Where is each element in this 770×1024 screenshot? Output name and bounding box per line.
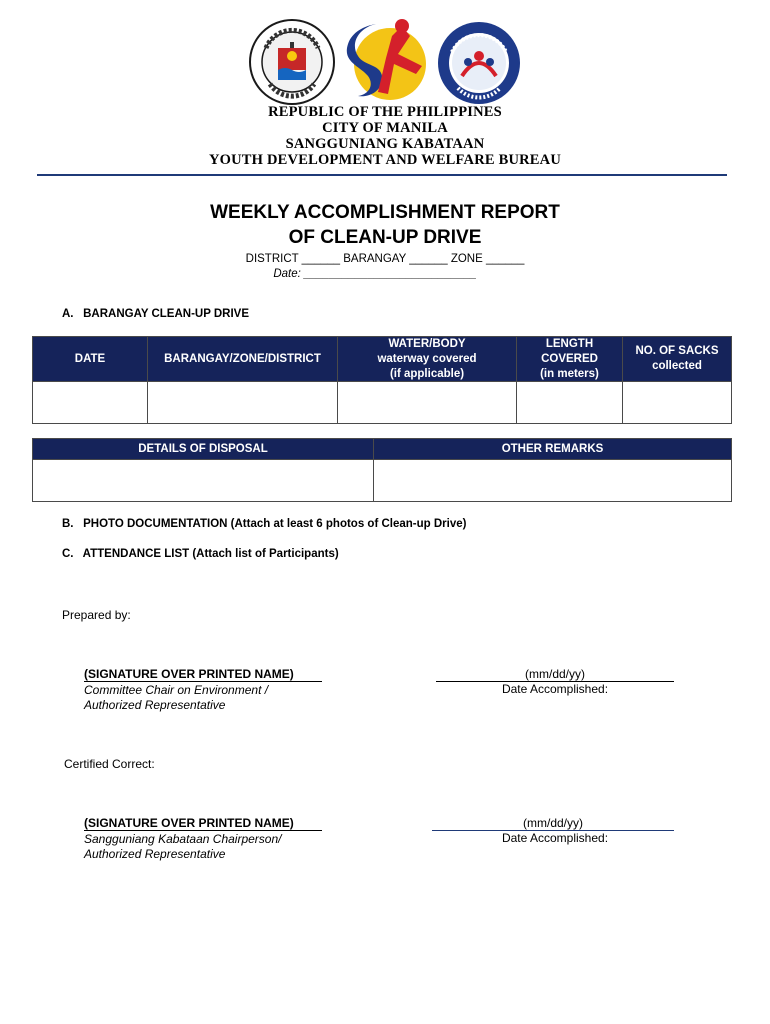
- cell-details-of-disposal[interactable]: [32, 459, 374, 502]
- col-header-water-body: WATER/BODY waterway covered (if applicable): [337, 336, 517, 382]
- certified-signature-label: (SIGNATURE OVER PRINTED NAME): [84, 816, 294, 830]
- header-republic: REPUBLIC OF THE PHILIPPINES: [268, 104, 502, 120]
- header-bureau: YOUTH DEVELOPMENT AND WELFARE BUREAU: [208, 152, 562, 168]
- certified-signature-line[interactable]: [84, 816, 322, 831]
- cell-barangay-zone-district[interactable]: [147, 381, 338, 424]
- section-a-heading: [62, 308, 249, 320]
- col-header-barangay-zone-district: BARANGAY/ZONE/DISTRICT: [147, 336, 338, 382]
- prepared-date-format: (mm/dd/yy): [525, 667, 585, 681]
- manila-seal-logo: [248, 18, 336, 106]
- cleanup-drive-table: [32, 336, 732, 424]
- cell-other-remarks[interactable]: [373, 459, 732, 502]
- header-sk: SANGGUNIANG KABATAAN: [285, 136, 485, 152]
- district-barangay-zone-line: DISTRICT ______ BARANGAY ______ ZONE ______: [245, 253, 525, 265]
- section-b-heading: [62, 518, 466, 530]
- sk-logo: [340, 14, 432, 106]
- bureau-seal-logo: [436, 20, 522, 106]
- section-c-heading: [62, 548, 339, 560]
- prepared-date-field[interactable]: [436, 667, 674, 682]
- col-header-date: DATE: [32, 336, 148, 382]
- certified-date-field[interactable]: [432, 816, 674, 831]
- col-header-details-of-disposal: DETAILS OF DISPOSAL: [32, 438, 374, 460]
- section-a-label: A.: [62, 308, 74, 320]
- report-date-line: Date: ___________________________: [273, 268, 477, 280]
- agency-header: [0, 104, 770, 168]
- section-b-label: B.: [62, 518, 74, 530]
- disposal-remarks-table: [32, 438, 732, 502]
- prepared-role-line1: Committee Chair on Environment /: [84, 683, 269, 697]
- col-header-length-covered: LENGTH COVERED (in meters): [516, 336, 623, 382]
- cell-water-body[interactable]: [337, 381, 517, 424]
- certified-date-label: Date Accomplished:: [501, 831, 609, 845]
- prepared-date-label: Date Accomplished:: [501, 682, 609, 696]
- prepared-signature-line[interactable]: [84, 667, 322, 682]
- section-c-text: ATTENDANCE LIST (Attach list of Participants): [82, 548, 339, 560]
- report-title-line1: WEEKLY ACCOMPLISHMENT REPORT: [210, 202, 560, 223]
- cell-length-covered[interactable]: [516, 381, 623, 424]
- prepared-role-line2: Authorized Representative: [84, 698, 226, 712]
- certified-date-format: (mm/dd/yy): [523, 816, 583, 830]
- cell-no-of-sacks[interactable]: [622, 381, 732, 424]
- col-header-no-of-sacks: NO. OF SACKS collected: [622, 336, 732, 382]
- certified-correct-label: Certified Correct:: [64, 757, 155, 771]
- logo-row: [240, 14, 530, 106]
- header-city: CITY OF MANILA: [322, 120, 448, 136]
- header-divider: [37, 174, 727, 176]
- prepared-signature-label: (SIGNATURE OVER PRINTED NAME): [84, 667, 294, 681]
- certified-role-line2: Authorized Representative: [84, 847, 226, 861]
- section-c-label: C.: [62, 548, 74, 560]
- prepared-by-label: Prepared by:: [62, 608, 131, 622]
- col-header-other-remarks: OTHER REMARKS: [373, 438, 732, 460]
- report-title: [0, 200, 770, 282]
- cell-date[interactable]: [32, 381, 148, 424]
- section-a-title: BARANGAY CLEAN-UP DRIVE: [83, 308, 250, 320]
- report-title-line2: OF CLEAN-UP DRIVE: [288, 227, 482, 248]
- certified-role-line1: Sangguniang Kabataan Chairperson/: [84, 832, 282, 846]
- section-b-text: PHOTO DOCUMENTATION (Attach at least 6 photos of Clean-up Drive): [83, 518, 467, 530]
